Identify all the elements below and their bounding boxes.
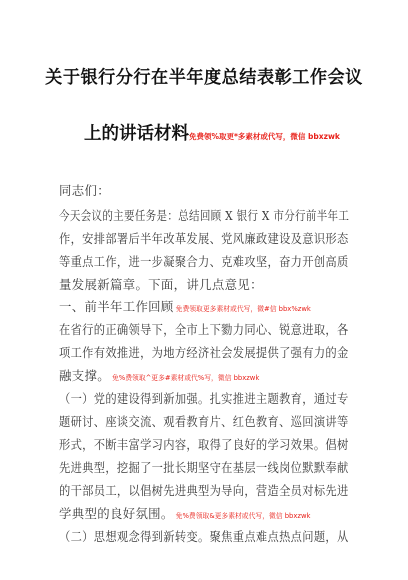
paragraph-line: [59, 504, 310, 522]
title-line2-text: 上的讲话材料: [84, 124, 189, 144]
paragraph-line: [59, 366, 259, 384]
document-title: 关于银行分行在半年度总结表彰工作会议: [45, 68, 363, 88]
watermark-promo: 免%费领取&更多素材或代写，微信 bbxzwk: [175, 512, 311, 520]
paragraph-line: （二）思想观念得到新转变。聚焦重点难点热点问题，从: [59, 529, 349, 544]
paragraph-line: 题研讨、座谈交流、观看教育片、红色教育、巡回演讲等: [59, 414, 349, 429]
watermark-promo: 免费领取更多素材或代写，微#信 bbx%zwk: [175, 305, 311, 313]
paragraph-line: （一）党的建设得到新加强。扎实推进主题教育，通过专: [59, 391, 349, 406]
paragraph-line: 等重点工作，进一步凝聚合力、克难攻坚，奋力开创高质: [59, 254, 349, 269]
watermark-promo: 免%费领取^更多#素材或代%写，微信 bbxzwk: [111, 374, 260, 382]
paragraph-line: 今天会议的主要任务是：总结回顾 X 银行 X 市分行前半年工: [59, 208, 350, 223]
watermark-promo-title: 免费领%取更*多素材或代写，微信 bbxzwk: [189, 132, 340, 141]
paragraph-line: 的干部员工，以倡树先进典型为导向，营造全员对标先进: [59, 483, 349, 498]
paragraph-line: 先进典型，挖掘了一批长期坚守在基层一线岗位默默奉献: [59, 460, 349, 475]
paragraph-line: 在省行的正确领导下，全市上下勠力同心、锐意进取，各: [59, 322, 349, 337]
paragraph-line: 作，安排部署后半年改革发展、党风廉政建设及意识形态: [59, 231, 349, 246]
section-heading-1: [59, 297, 311, 315]
paragraph-line: 项工作有效推进，为地方经济社会发展提供了强有力的金: [59, 345, 349, 360]
paragraph-line: 量发展新篇章。下面，讲几点意见：: [59, 277, 263, 292]
paragraph-text: 融支撑。: [59, 368, 110, 383]
section-heading-text: 一、前半年工作回顾: [59, 299, 174, 314]
salutation: 同志们：: [59, 183, 110, 198]
document-title-line2: [84, 120, 340, 145]
paragraph-text: 学典型的良好氛围。: [59, 506, 174, 521]
paragraph-line: 形式，不断丰富学习内容，取得了良好的学习效果。倡树: [59, 437, 349, 452]
